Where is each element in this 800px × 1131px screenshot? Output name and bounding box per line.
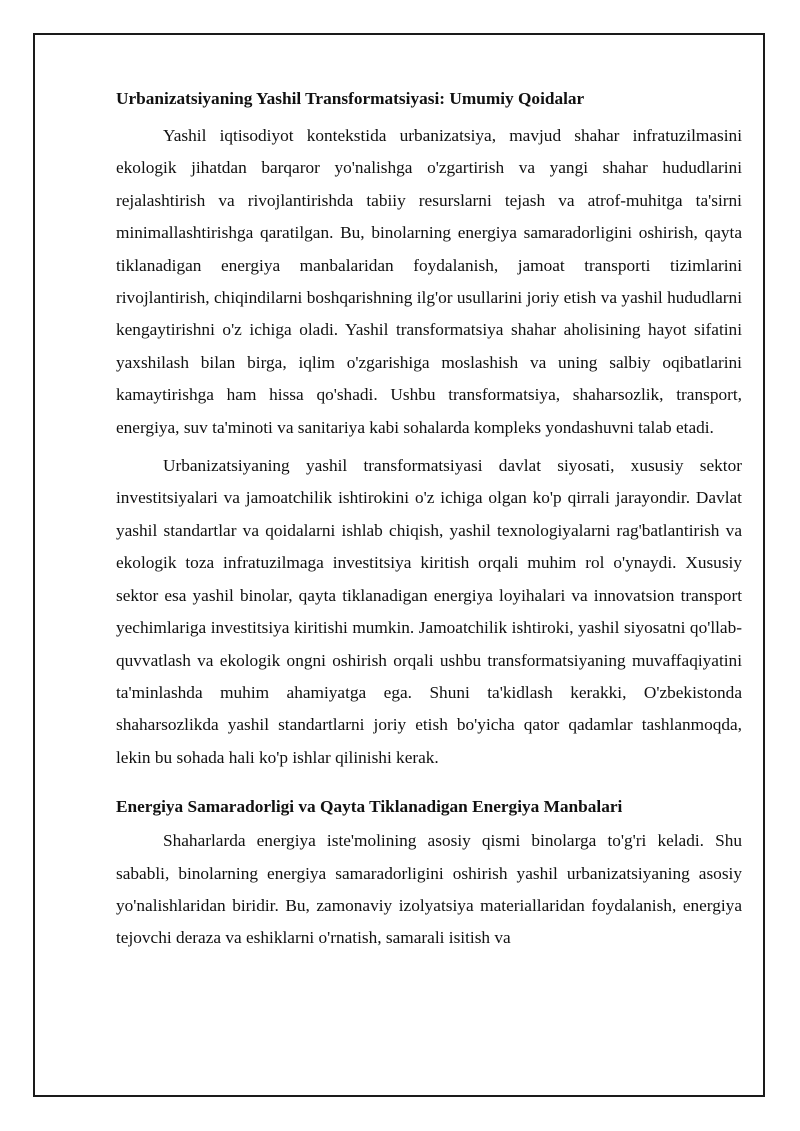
section-heading-energy-efficiency: Energiya Samaradorligi va Qayta Tiklanadigan Energiya Manbalari [116, 797, 623, 817]
paragraph-building-energy-consumption: Shaharlarda energiya iste'molining asosiy qismi binolarga to'g'ri keladi. Shu sababli, binolarning energiya samaradorligini oshirish yashil urbanizatsiyaning asosiy yo'nalishlaridan biridir. Bu, zamonaviy izolyatsiya materiallaridan foydalanish, energiya tejovchi deraza va eshiklarni o'rnatish, samarali isitish va [116, 831, 742, 948]
section-heading-general-rules: Urbanizatsiyaning Yashil Transformatsiyasi: Umumiy Qoidalar [116, 89, 585, 108]
document-body [116, 86, 742, 955]
paragraph-multifaceted-process: Urbanizatsiyaning yashil transformatsiyasi davlat siyosati, xususiy sektor investitsiyalari va jamoatchilik ishtirokini o'z ichiga olgan ko'p qirrali jarayondir. Davlat yashil standartlar va qoidalarni ishlab chiqish, yashil texnologiyalarni rag'batlantirish va ekologik toza infratuzilmaga investitsiya kiritish orqali muhim rol o'ynaydi. Xususiy sektor esa yashil binolar, qayta tiklanadigan energiya loyihalari va innovatsion transport yechimlariga investitsiya kiritishi mumkin. Jamoatchilik ishtiroki, yashil siyosatni qo'llab-quvvatlash va ekologik ongni oshirish orqali ushbu transformatsiyaning muvaffaqiyatini ta'minlashda muhim ahamiyatga ega. Shuni ta'kidlash kerakki, O'zbekistonda shaharsozlikda yashil standartlarni joriy etish bo'yicha qator qadamlar tashlanmoqda, lekin bu sohada hali ko'p ishlar qilinishi kerak. [116, 456, 742, 767]
paragraph-green-economy-urbanization: Yashil iqtisodiyot kontekstida urbanizatsiya, mavjud shahar infratuzilmasini ekologik jihatdan barqaror yo'nalishga o'zgartirish va yangi shahar hududlarini rejalashtirish va rivojlantirishda tabiiy resurslarni tejash va atrof-muhitga ta'sirni minimallashtirishga qaratilgan. Bu, binolarning energiya samaradorligini oshirish, qayta tiklanadigan energiya manbalaridan foydalanish, jamoat transporti tizimlarini rivojlantirish, chiqindilarni boshqarishning ilg'or usullarini joriy etish va yashil hududlarni kengaytirishni o'z ichiga oladi. Yashil transformatsiya shahar aholisining hayot sifatini yaxshilash bilan birga, iqlim o'zgarishiga moslashish va uning salbiy oqibatlarini kamaytirishga ham hissa qo'shadi. Ushbu transformatsiya, shaharsozlik, transport, energiya, suv ta'minoti va sanitariya kabi sohalarda kompleks yondashuvni talab etadi. [116, 126, 742, 437]
